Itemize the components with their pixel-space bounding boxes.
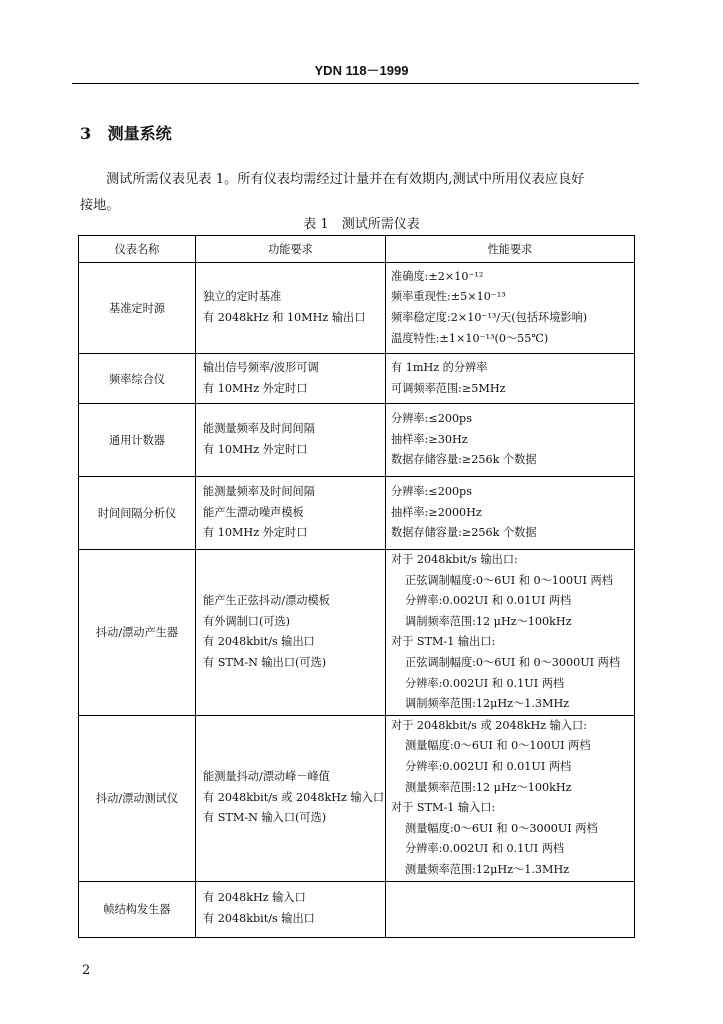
performance-cell: [386, 477, 635, 550]
performance-line: 分辨率:0.002UI 和 0.01UI 两档: [405, 594, 572, 608]
performance-cell: [386, 715, 635, 881]
function-line: 有 2048kHz 和 10MHz 输出口: [203, 311, 366, 324]
function-line: 独立的定时基准: [203, 290, 282, 304]
section-heading: [80, 121, 172, 144]
function-cell: [196, 550, 386, 716]
performance-line: 分辨率:0.002UI 和 0.1UI 两档: [405, 842, 565, 856]
running-header: YDN 118－1999: [314, 63, 409, 78]
performance-line: 抽样率:≥30Hz: [391, 432, 468, 446]
header-cell-function: 功能要求: [196, 236, 386, 263]
table-row: [79, 881, 635, 937]
intro-paragraph: [80, 167, 642, 219]
instrument-name-cell: 时间间隔分析仪: [79, 477, 196, 550]
header-cell-performance: 性能要求: [386, 236, 635, 263]
instrument-name-cell: 抖动/漂动产生器: [79, 550, 196, 716]
table-row: [79, 715, 635, 881]
performance-line: 有 1mHz 的分辨率: [391, 360, 488, 374]
function-line: 能测量频率及时间间隔: [203, 485, 315, 499]
function-cell: [196, 715, 386, 881]
function-line: 有 10MHz 外定时口: [203, 526, 308, 540]
instrument-name-cell: 抖动/漂动测试仪: [79, 715, 196, 881]
function-cell: [196, 477, 386, 550]
performance-line: 对于 STM-1 输入口:: [391, 801, 496, 815]
performance-line: 分辨率:≤200ps: [391, 485, 472, 499]
performance-line: 调制频率范围:12 μHz～100kHz: [405, 614, 572, 628]
instrument-name-cell: 帧结构发生器: [79, 881, 196, 937]
performance-line: 数据存储容量:≥256k 个数据: [391, 526, 537, 540]
function-line: 输出信号频率/波形可调: [203, 360, 319, 374]
performance-line: 分辨率:0.002UI 和 0.01UI 两档: [405, 759, 572, 773]
function-line: 有 2048kbit/s 或 2048kHz 输入口: [203, 790, 385, 804]
table-row: [79, 263, 635, 354]
table-row: [79, 477, 635, 550]
performance-line: 对于 2048kbit/s 输出口:: [391, 553, 518, 566]
performance-line: 对于 STM-1 输出口:: [391, 635, 496, 649]
table-row: [79, 550, 635, 716]
table-row: [79, 354, 635, 404]
performance-line: 测量幅度:0～6UI 和 0～3000UI 两档: [405, 821, 598, 835]
function-line: 有 STM-N 输入口(可选): [203, 811, 327, 825]
performance-line: 准确度:±2×10⁻¹²: [391, 269, 484, 283]
table-caption: 表 1 测试所需仪表: [303, 217, 420, 232]
performance-line: 分辨率:≤200ps: [391, 412, 472, 426]
performance-line: 温度特性:±1×10⁻¹³(0～55℃): [391, 331, 549, 345]
function-cell: [196, 881, 386, 937]
function-cell: [196, 354, 386, 404]
performance-line: 数据存储容量:≥256k 个数据: [391, 453, 537, 467]
function-line: 能产生漂动噪声模板: [203, 505, 304, 519]
performance-line: 抽样率:≥2000Hz: [391, 505, 482, 519]
function-line: 有 STM-N 输出口(可选): [203, 655, 327, 669]
function-line: 能产生正弦抖动/漂动模板: [203, 594, 330, 608]
function-line: 有 2048kHz 输入口: [203, 891, 306, 905]
instrument-name-cell: 频率综合仪: [79, 354, 196, 404]
function-line: 有 2048kbit/s 输出口: [203, 635, 315, 649]
header-rule: [72, 83, 639, 84]
function-line: 有 2048kbit/s 输出口: [203, 912, 315, 925]
section-title: 测量系统: [107, 124, 172, 143]
function-cell: [196, 263, 386, 354]
table-header-row: [79, 236, 635, 263]
performance-line: 调制频率范围:12μHz～1.3MHz: [405, 697, 570, 711]
performance-line: 测量幅度:0～6UI 和 0～100UI 两档: [405, 739, 591, 753]
intro-line-1: 测试所需仪表见表 1。所有仪表均需经过计量并在有效期内,测试中所用仪表应良好: [106, 172, 585, 187]
performance-line: 频率稳定度:2×10⁻¹³/天(包括环境影响): [391, 311, 588, 324]
function-line: 能测量频率及时间间隔: [203, 422, 315, 436]
performance-line: 频率重现性:±5×10⁻¹³: [391, 290, 506, 304]
page-number: 2: [82, 963, 91, 978]
performance-line: 正弦调制幅度:0～6UI 和 0～3000UI 两档: [405, 655, 621, 669]
performance-line: 对于 2048kbit/s 或 2048kHz 输入口:: [391, 718, 588, 732]
performance-cell: [386, 263, 635, 354]
intro-line-2: 接地。: [80, 198, 120, 213]
performance-line: 正弦调制幅度:0～6UI 和 0～100UI 两档: [405, 573, 613, 587]
section-number: 3: [80, 124, 92, 143]
performance-cell: [386, 404, 635, 477]
performance-line: 分辨率:0.002UI 和 0.1UI 两档: [405, 676, 565, 690]
function-line: 有外调制口(可选): [203, 614, 291, 628]
header-cell-name: 仪表名称: [79, 236, 196, 263]
table-row: [79, 404, 635, 477]
instrument-name-cell: 通用计数器: [79, 404, 196, 477]
performance-line: 测量频率范围:12 μHz～100kHz: [405, 780, 572, 794]
performance-cell: [386, 881, 635, 937]
table-body: [79, 263, 635, 938]
instrument-name-cell: 基准定时源: [79, 263, 196, 354]
function-cell: [196, 404, 386, 477]
performance-cell: [386, 354, 635, 404]
performance-line: 可调频率范围:≥5MHz: [391, 381, 506, 395]
performance-line: 测量频率范围:12μHz～1.3MHz: [405, 862, 570, 876]
performance-cell: [386, 550, 635, 716]
instrument-table: [78, 235, 635, 938]
function-line: 有 10MHz 外定时口: [203, 381, 308, 395]
function-line: 有 10MHz 外定时口: [203, 443, 308, 456]
function-line: 能测量抖动/漂动峰－峰值: [203, 770, 330, 784]
